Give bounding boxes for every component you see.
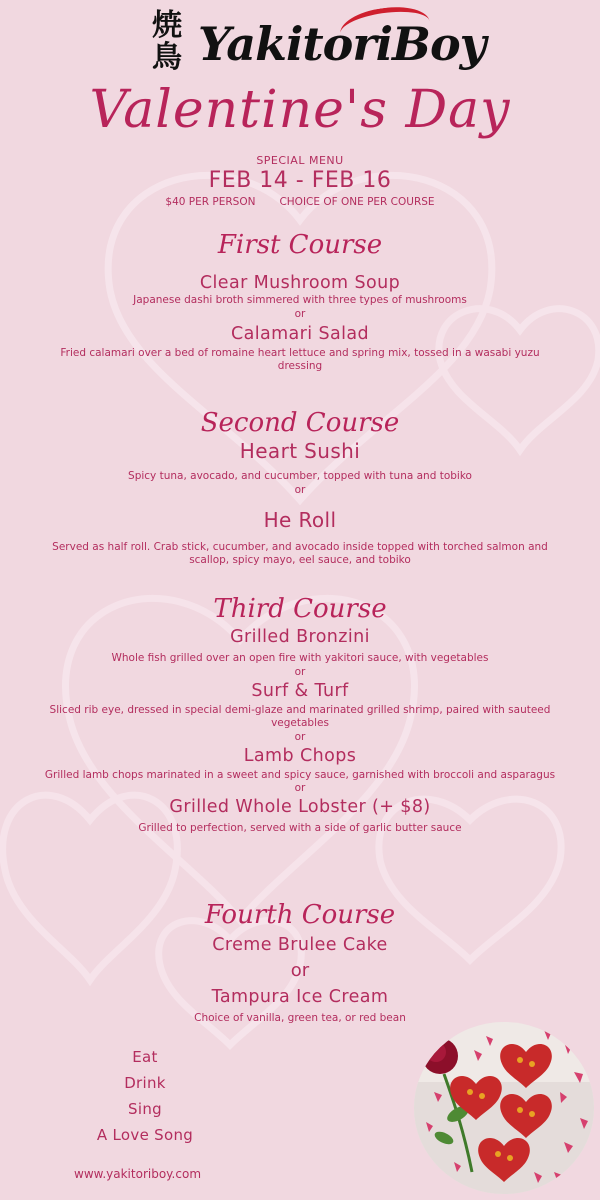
or-separator: or	[294, 483, 306, 496]
pricing-line	[0, 196, 600, 208]
course-title: First Course	[217, 230, 383, 260]
course-title: Second Course	[200, 408, 400, 438]
course-title: Fourth Course	[204, 900, 396, 930]
menu-item-name: Clear Mushroom Soup	[199, 273, 401, 293]
choice-note: CHOICE OF ONE PER COURSE	[279, 196, 435, 208]
or-separator: or	[294, 730, 306, 743]
menu-item-desc: Japanese dashi broth simmered with three types of mushrooms	[133, 294, 467, 306]
brand-logo	[0, 6, 600, 78]
logo-kanji: 焼鳥	[152, 8, 182, 75]
menu-item-name: Surf & Turf	[251, 680, 349, 701]
tagline	[90, 1044, 200, 1148]
menu-item-name: Grilled Whole Lobster (+ $8)	[169, 797, 431, 817]
menu-item-desc: Choice of vanilla, green tea, or red bean	[194, 1012, 406, 1024]
second-course-section	[0, 408, 600, 568]
menu-item-name: Heart Sushi	[239, 439, 361, 463]
menu-item-desc: Served as half roll. Crab stick, cucumber, and avocado inside topped with torched salmon and scallop, spicy mayo, eel sauce, and tobiko	[52, 540, 548, 566]
menu-item-desc: Fried calamari over a bed of romaine heart lettuce and spring mix, tossed in a wasabi yuzu dressing	[60, 346, 540, 372]
menu-item-name: Lamb Chops	[243, 745, 357, 766]
menu-item-desc: Grilled to perfection, served with a side of garlic butter sauce	[138, 822, 462, 834]
page-title: Valentine's Day	[89, 80, 511, 140]
course-title: Third Course	[213, 594, 387, 624]
menu-item-name: Tampura Ice Cream	[211, 987, 389, 1007]
or-separator: or	[294, 782, 306, 794]
logo-wordmark: YakitoriBoy	[198, 17, 486, 71]
tagline-line: Sing	[128, 1100, 162, 1118]
menu-item-name: Calamari Salad	[230, 323, 370, 344]
third-course-section	[0, 594, 600, 836]
special-menu-label: SPECIAL MENU	[256, 154, 344, 167]
menu-item-name: Creme Brulee Cake	[212, 935, 388, 955]
menu-item-desc: Spicy tuna, avocado, and cucumber, topped with tuna and tobiko	[128, 470, 472, 482]
or-separator: or	[294, 307, 306, 320]
fourth-course-section	[0, 900, 600, 1026]
menu-item-name: He Roll	[263, 507, 337, 532]
website-link[interactable]: www.yakitoriboy.com	[74, 1167, 202, 1181]
menu-dates: FEB 14 - FEB 16	[208, 168, 392, 193]
menu-item-desc: Sliced rib eye, dressed in special demi-glaze and marinated grilled shrimp, paired with sauteed vegetables	[49, 703, 551, 729]
tagline-line: Eat	[132, 1048, 158, 1066]
first-course-section	[0, 230, 600, 374]
menu-item-desc: Whole fish grilled over an open fire with yakitori sauce, with vegetables	[111, 652, 489, 664]
or-separator: or	[290, 960, 310, 981]
dessert-illustration	[414, 1022, 594, 1194]
tagline-line: A Love Song	[96, 1126, 194, 1144]
dessert-photo	[414, 1022, 594, 1194]
menu-item-desc: Grilled lamb chops marinated in a sweet and spicy sauce, garnished with broccoli and asparagus	[44, 768, 556, 781]
menu-item-name: Grilled Bronzini	[230, 627, 370, 647]
tagline-line: Drink	[124, 1074, 166, 1092]
or-separator: or	[294, 665, 306, 678]
price-per-person: $40 PER PERSON	[165, 196, 256, 208]
